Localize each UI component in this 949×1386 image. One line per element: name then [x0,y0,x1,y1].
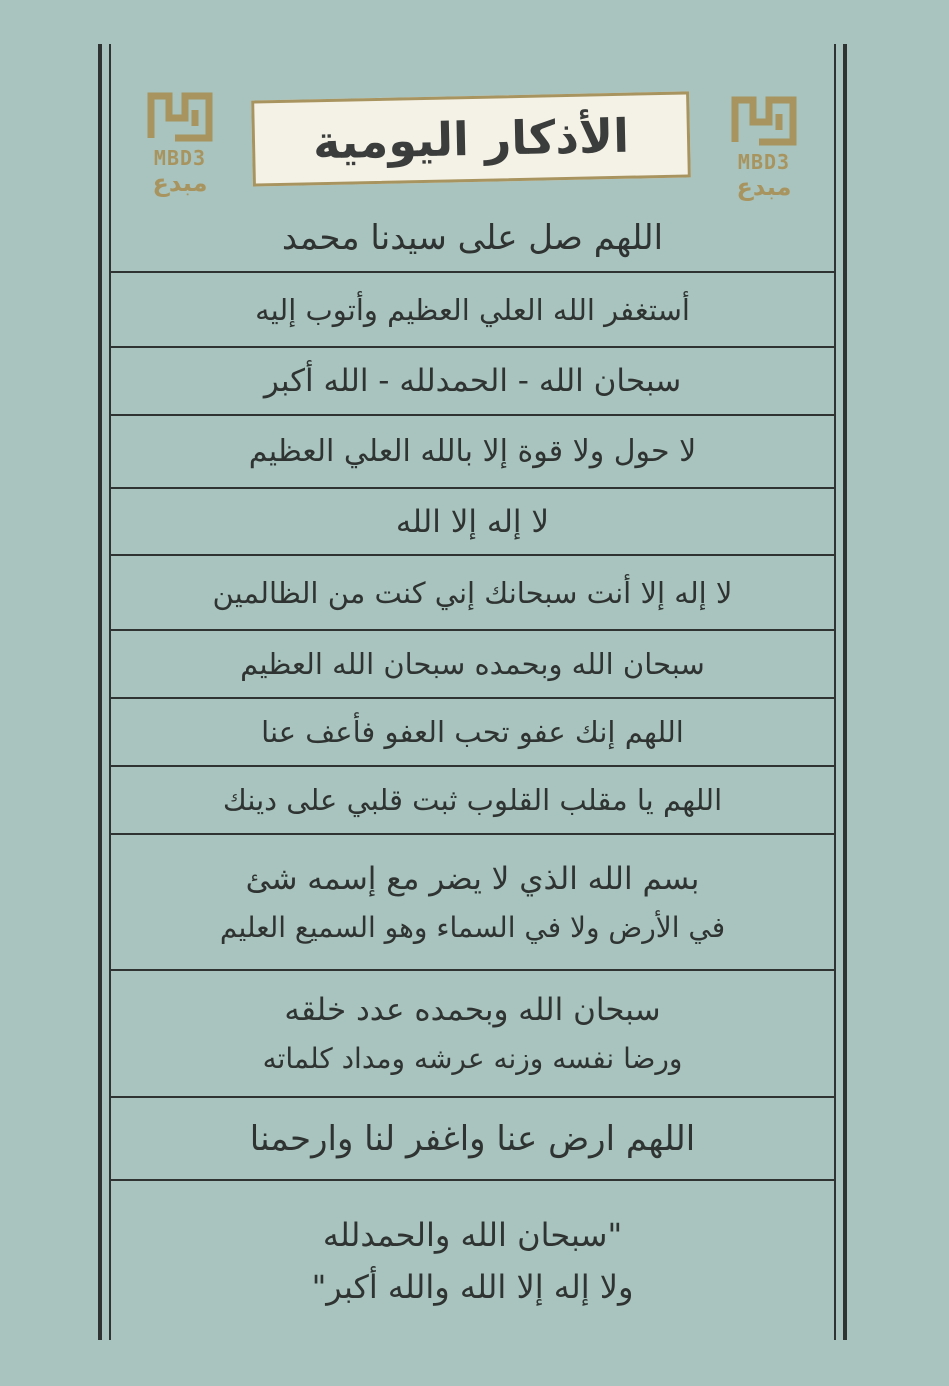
dhikr-row [111,416,834,487]
title-banner [251,91,691,186]
dhikr-text: سبحان الله - الحمدلله - الله أكبر [263,363,682,399]
right-border-outer [843,44,847,1340]
dhikr-row [111,631,834,697]
dhikr-text: أستغفر الله العلي العظيم وأتوب إليه [255,292,690,327]
dhikr-text: سبحان الله وبحمده عدد خلقه [284,992,661,1028]
dhikr-text: لا حول ولا قوة إلا بالله العلي العظيم [248,434,697,469]
logo-latin-text: MBD3 [737,150,791,174]
dhikr-text: اللهم صل على سيدنا محمد [281,218,664,258]
logo-arabic-text: مبدع [152,169,208,197]
right-border-inner [834,44,836,1340]
kufic-logo-icon [145,88,215,144]
dhikr-row [111,1181,834,1340]
dhikr-row [111,767,834,833]
page-title: الأذكار اليومية [312,108,630,170]
dhikr-row [111,348,834,414]
dhikr-text: ولا إله إلا الله والله أكبر" [311,1267,634,1306]
dhikr-row [111,556,834,629]
dhikr-text: في الأرض ولا في السماء وهو السميع العليم [219,910,726,944]
logo-arabic-text: مبدع [736,173,792,201]
brand-logo-left [140,88,220,208]
left-border-outer [98,44,102,1340]
dhikr-row [111,971,834,1096]
dhikr-text: اللهم إنك عفو تحب العفو فأعف عنا [261,715,684,749]
dhikr-text: بسم الله الذي لا يضر مع إسمه شئ [245,860,700,897]
kufic-logo-icon [729,92,799,148]
dhikr-text: لا إله إلا الله [395,503,550,540]
dhikr-row [111,489,834,554]
brand-logo-right [724,92,804,212]
dhikr-text: "سبحان الله والحمدلله [322,1215,623,1254]
dhikr-text: اللهم ارض عنا واغفر لنا وارحمنا [249,1118,696,1159]
dhikr-text: سبحان الله وبحمده سبحان الله العظيم [240,647,705,681]
dhikr-row [111,273,834,346]
dhikr-row [111,835,834,969]
logo-latin-text: MBD3 [153,146,207,170]
dhikr-row [111,205,834,271]
dhikr-text: لا إله إلا أنت سبحانك إني كنت من الظالمين [212,575,733,610]
dhikr-text: ورضا نفسه وزنه عرشه ومداد كلماته [262,1042,683,1075]
dhikr-text: اللهم يا مقلب القلوب ثبت قلبي على دينك [222,783,723,817]
dhikr-row [111,1098,834,1179]
dhikr-row [111,699,834,765]
